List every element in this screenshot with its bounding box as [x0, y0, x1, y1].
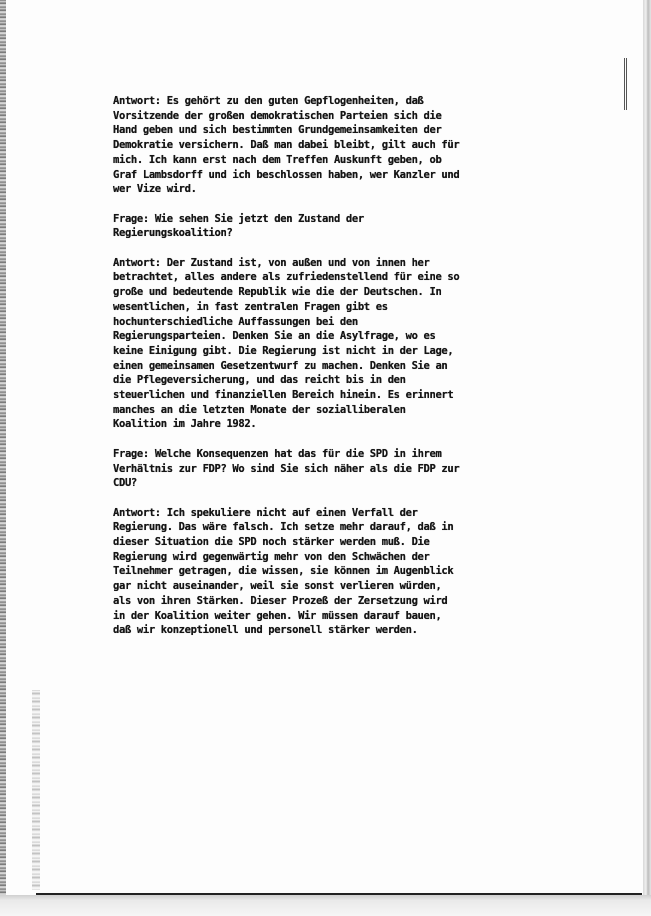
text-line: Antwort: Es gehört zu den guten Gepflogenheiten, daß	[113, 95, 424, 107]
scan-mark	[624, 58, 627, 110]
question-paragraph	[113, 447, 543, 491]
answer-paragraph	[113, 506, 543, 638]
answer-label: Antwort:	[113, 95, 161, 107]
text-line: Antwort: Der Zustand ist, von außen und von innen her	[113, 256, 430, 269]
text-line: dieser Situation die SPD noch stärker werden muß. Die	[113, 536, 430, 549]
text-line: einen gemeinsamen Gesetzentwurf zu machen. Denken Sie an	[113, 359, 448, 372]
text-line: Regierungsparteien. Denken Sie an die Asylfrage, wo es	[113, 330, 436, 343]
text-line: Graf Lambsdorff und ich beschlossen haben, wer Kanzler und	[113, 168, 460, 181]
text-line: Regierung wird gegenwärtig mehr von den Schwächen der	[113, 550, 430, 563]
text-line: mich. Ich kann erst nach dem Treffen Auskunft geben, ob	[113, 153, 442, 166]
question-paragraph	[113, 212, 543, 241]
scan-edge-right	[643, 0, 651, 916]
scan-speckle	[32, 690, 40, 890]
text-line: Antwort: Ich spekuliere nicht auf einen Verfall der	[113, 506, 418, 519]
text-line: manches an die letzten Monate der sozialliberalen	[113, 403, 406, 416]
text-line: Koalition im Jahre 1982.	[113, 418, 257, 431]
answer-label: Antwort:	[113, 506, 161, 519]
text-line: Frage: Wie sehen Sie jetzt den Zustand der	[113, 212, 364, 225]
answer-paragraph	[113, 94, 543, 197]
text-line: Teilnehmer getragen, die wissen, sie können im Augenblick	[113, 565, 454, 578]
text-line: gar nicht auseinander, weil sie sonst verlieren würden,	[113, 580, 442, 593]
text-line: Hand geben und sich bestimmten Grundgemeinsamkeiten der	[113, 124, 442, 137]
answer-paragraph	[113, 256, 543, 432]
text-line: CDU?	[113, 477, 137, 490]
text-line: Frage: Welche Konsequenzen hat das für die SPD in ihrem	[113, 447, 442, 460]
text-line: Demokratie versichern. Daß man dabei bleibt, gilt auch für	[113, 139, 460, 152]
text-line: in der Koalition weiter gehen. Wir müssen darauf bauen,	[113, 609, 442, 622]
text-line: betrachtet, alles andere als zufriedenstellend für eine so	[113, 271, 460, 284]
text-line: als von ihren Stärken. Dieser Prozeß der Zersetzung wird	[113, 594, 448, 607]
question-label: Frage:	[113, 447, 149, 460]
text-line: Vorsitzende der großen demokratischen Parteien sich die	[113, 109, 442, 122]
text-line: Regierung. Das wäre falsch. Ich setze mehr darauf, daß in	[113, 521, 454, 534]
text-line: keine Einigung gibt. Die Regierung ist nicht in der Lage,	[113, 344, 454, 357]
text-line: die Pflegeversicherung, und das reicht bis in den	[113, 374, 406, 387]
answer-label: Antwort:	[113, 256, 161, 269]
text-line: wer Vize wird.	[113, 183, 197, 196]
scan-bottom-shadow	[0, 895, 651, 916]
text-line: hochunterschiedliche Auffassungen bei den	[113, 315, 358, 328]
text-line: Verhältnis zur FDP? Wo sind Sie sich näher als die FDP zur	[113, 462, 460, 475]
scan-edge-left	[0, 0, 6, 916]
text-line: daß wir konzeptionell und personell stärker werden.	[113, 624, 418, 637]
text-line: wesentlichen, in fast zentralen Fragen gibt es	[113, 300, 388, 313]
text-line: steuerlichen und finanziellen Bereich hinein. Es erinnert	[113, 389, 454, 402]
question-label: Frage:	[113, 212, 149, 225]
text-line: Regierungskoalition?	[113, 227, 233, 240]
interview-text	[113, 94, 543, 653]
text-line: große und bedeutende Republik wie die der Deutschen. In	[113, 286, 442, 299]
